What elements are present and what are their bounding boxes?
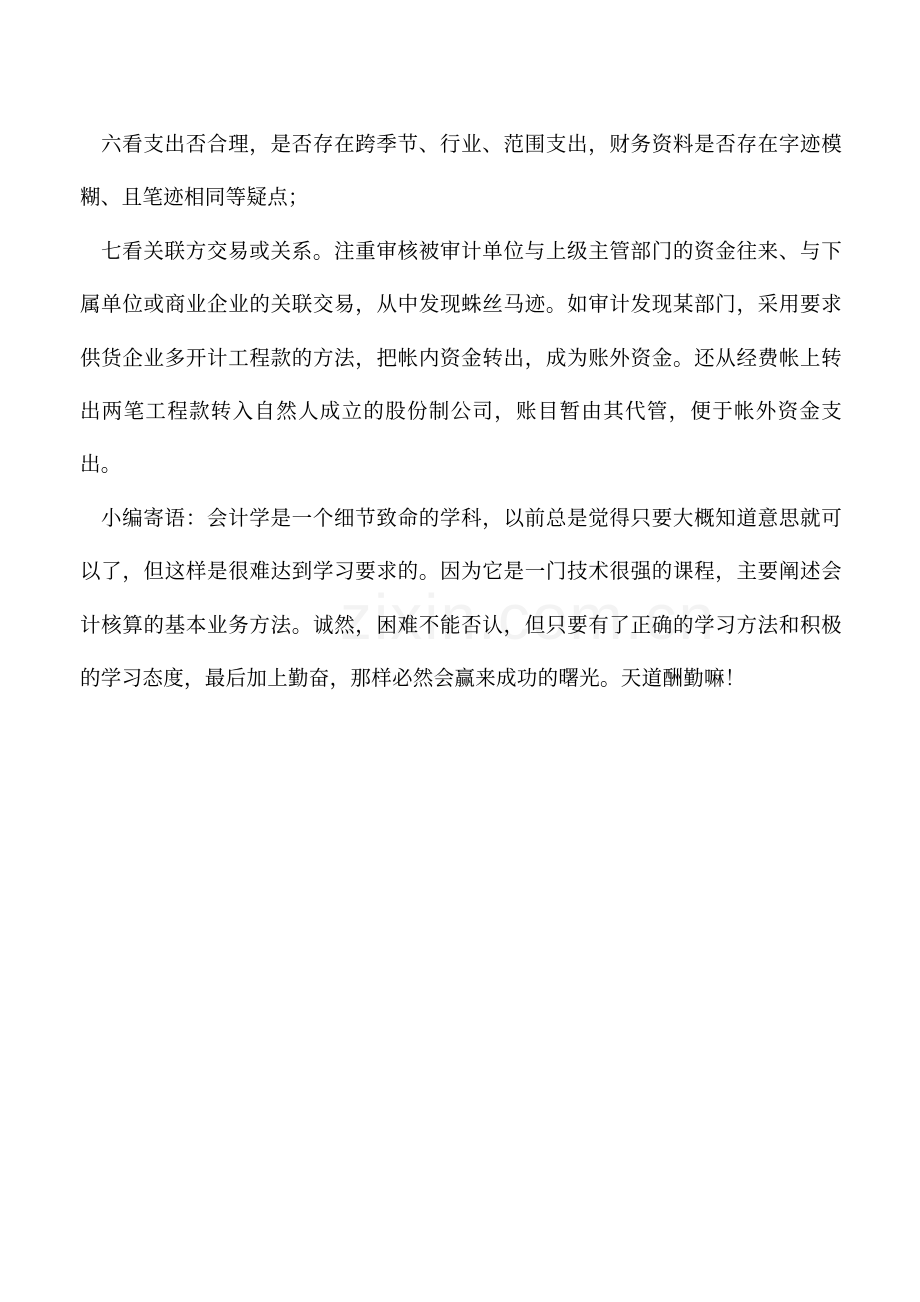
watermark (340, 580, 716, 654)
paragraph-related-party-check: 七看关联方交易或关系。注重审核被审计单位与上级主管部门的资金往来、与下属单位或商业企业的关联交易，从中发现蛛丝马迹。如审计发现某部门，采用要求供货企业多开计工程款的方法，把帐内资金转出，成为账外资金。还从经费帐上转出两笔工程款转入自然人成立的股份制公司，账目暂由其代管，便于帐外资金支出。 (80, 238, 842, 477)
paragraph-editor-note: 小编寄语：会计学是一个细节致命的学科，以前总是觉得只要大概知道意思就可以了，但这样是很难达到学习要求的。因为它是一门技术很强的课程，主要阐述会计核算的基本业务方法。诚然，困难不能否认，但只要有了正确的学习方法和积极的学习态度，最后加上勤奋，那样必然会赢来成功的曙光。天道酬勤嘛！ (80, 505, 842, 691)
paragraph-expenditure-check: 六看支出否合理，是否存在跨季节、行业、范围支出，财务资料是否存在字迹模糊、且笔迹相同等疑点； (80, 132, 842, 210)
